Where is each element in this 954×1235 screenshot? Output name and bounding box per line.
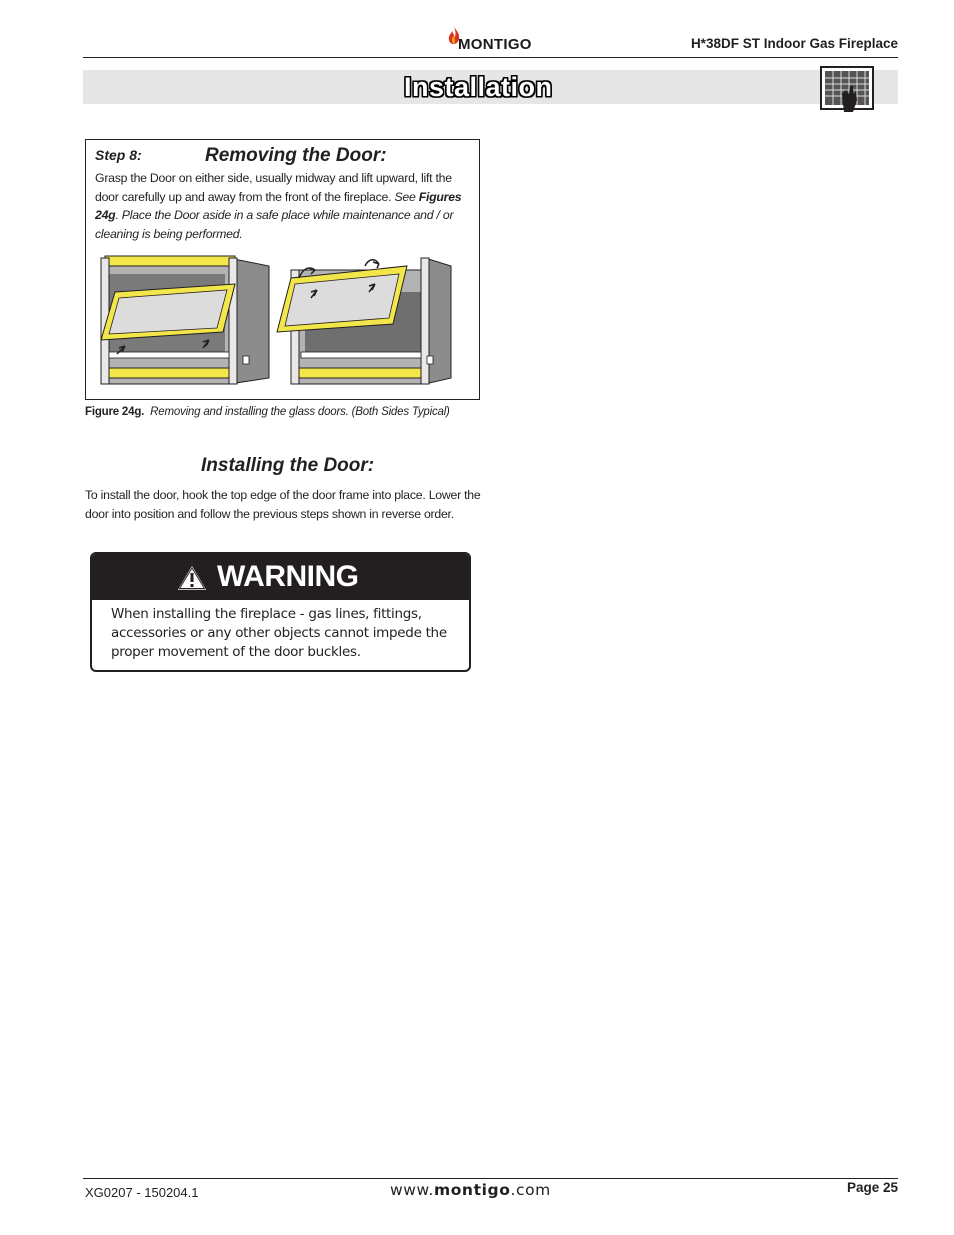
brand-name: MONTIGO — [458, 36, 532, 53]
removing-door-heading: Removing the Door: — [205, 145, 387, 166]
fireplace-right — [277, 258, 451, 384]
figure-caption-text: Removing and installing the glass doors. (Both Sides Typical) — [150, 406, 450, 418]
warning-text: When installing the fireplace - gas lines, fittings, accessories or any other objects cannot impede the proper movement of the door buckles. — [111, 606, 447, 660]
step-text-see: See — [394, 189, 419, 204]
step-figure-reference: Figures 24g — [95, 189, 462, 222]
section-title: Installation — [404, 72, 553, 102]
figure-caption — [85, 406, 450, 418]
fireplace-door-icon — [820, 64, 874, 114]
door-removal-figure — [95, 252, 457, 388]
document-code: XG0207 - 150204.1 — [85, 1185, 199, 1200]
warning-box — [90, 552, 471, 672]
step-text-part-2: . Place the Door aside in a safe place while maintenance and / or cleaning is being performed. — [95, 208, 454, 241]
header-divider — [83, 57, 898, 58]
install-instructions: To install the door, hook the top edge of the door frame into place. Lower the door into position and follow the previous steps shown in reverse order. — [85, 488, 481, 521]
website-link[interactable] — [390, 1181, 551, 1199]
page-number: Page 25 — [846, 1180, 898, 1195]
warning-header — [92, 554, 469, 600]
website-suffix: .com — [510, 1181, 551, 1199]
step-text-part-1: Grasp the Door on either side, usually midway and lift upward, lift the door carefully up and away from the front of the fireplace. — [95, 171, 452, 204]
step-instructions — [95, 169, 467, 243]
installing-door-heading: Installing the Door: — [201, 455, 375, 476]
figure-label: Figure 24g. — [85, 406, 145, 418]
warning-triangle-icon — [175, 563, 209, 592]
website-prefix: www. — [390, 1181, 434, 1199]
step-label: Step 8: — [95, 147, 142, 163]
montigo-logo — [445, 26, 540, 56]
model-title: H*38DF ST Indoor Gas Fireplace — [690, 36, 898, 51]
website-brand: montigo — [433, 1181, 511, 1199]
footer-divider — [83, 1178, 898, 1179]
warning-title: WARNING — [217, 560, 359, 593]
fireplace-left — [101, 256, 269, 384]
